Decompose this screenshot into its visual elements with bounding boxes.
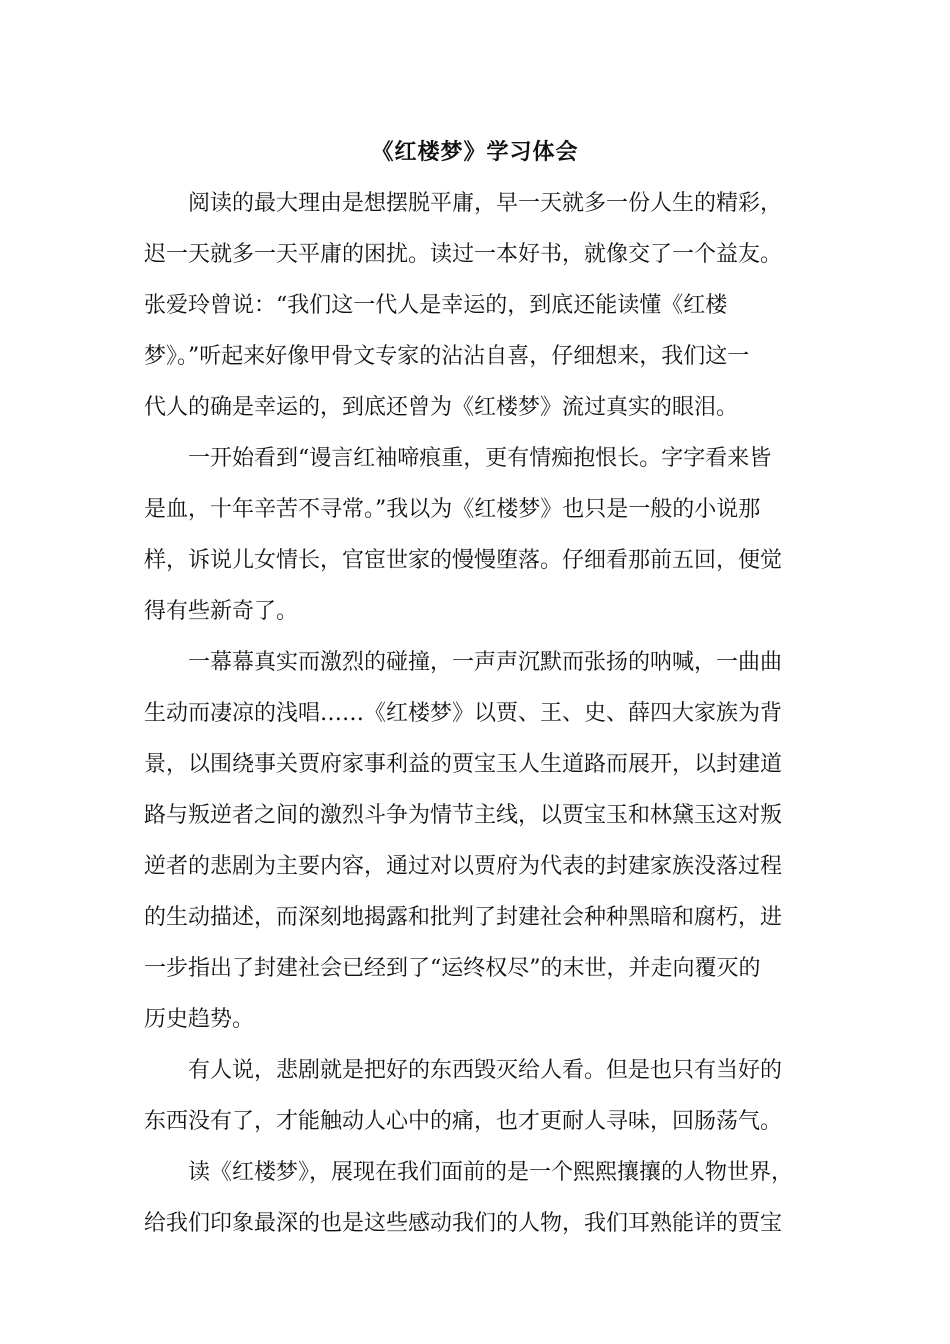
text-line: 路与叛逆者之间的激烈斗争为情节主线，以贾宝玉和林黛玉这对叛 [144, 803, 783, 828]
text-line: 的生动描述，而深刻地揭露和批判了封建社会种种黑暗和腐朽，进 [144, 905, 783, 930]
text-line: 逆者的悲剧为主要内容，通过对以贾府为代表的封建家族没落过程 [144, 854, 783, 879]
text-line: 梦》。”听起来好像甲骨文专家的沾沾自喜，仔细想来，我们这一 [144, 344, 750, 369]
paragraph-4 [144, 1045, 834, 1147]
paragraph-2 [144, 433, 834, 637]
text-line: 一步指出了封建社会已经到了“运终权尽”的末世，并走向覆灭的 [144, 956, 761, 981]
text-line: 景，以围绕事关贾府家事利益的贾宝玉人生道路而展开，以封建道 [144, 752, 783, 777]
text-line: 一开始看到“谩言红袖啼痕重，更有情痴抱恨长。字字看来皆 [188, 446, 772, 471]
text-line: 读《红楼梦》，展现在我们面前的是一个熙熙攘攘的人物世界， [188, 1160, 794, 1185]
text-line: 给我们印象最深的也是这些感动我们的人物，我们耳熟能详的贾宝 [144, 1211, 783, 1236]
paragraph-1 [144, 178, 834, 433]
text-line: 得有些新奇了。 [144, 599, 299, 624]
paragraph-3 [144, 637, 834, 1045]
text-line: 迟一天就多一天平庸的困扰。读过一本好书，就像交了一个益友。 [144, 242, 783, 267]
document-body [144, 178, 834, 1249]
text-line: 是血，十年辛苦不寻常。”我以为《红楼梦》也只是一般的小说那 [144, 497, 761, 522]
paragraph-5 [144, 1147, 834, 1249]
text-line: 张爱玲曾说：“我们这一代人是幸运的，到底还能读懂《红楼 [144, 293, 728, 318]
document-title: 《红楼梦》学习体会 [371, 139, 579, 165]
text-line: 一幕幕真实而激烈的碰撞，一声声沉默而张扬的呐喊，一曲曲 [188, 650, 783, 675]
text-line: 样，诉说儿女情长，官宦世家的慢慢堕落。仔细看那前五回，便觉 [144, 548, 783, 573]
text-line: 生动而凄凉的浅唱……《红楼梦》以贾、王、史、薛四大家族为背 [144, 701, 783, 726]
text-line: 阅读的最大理由是想摆脱平庸，早一天就多一份人生的精彩， [188, 191, 783, 216]
text-line: 历史趋势。 [144, 1007, 255, 1032]
text-line: 代人的确是幸运的，到底还曾为《红楼梦》流过真实的眼泪。 [144, 395, 739, 420]
text-line: 东西没有了，才能触动人心中的痛，也才更耐人寻味，回肠荡气。 [144, 1109, 783, 1134]
text-line: 有人说，悲剧就是把好的东西毁灭给人看。但是也只有当好的 [188, 1058, 783, 1083]
